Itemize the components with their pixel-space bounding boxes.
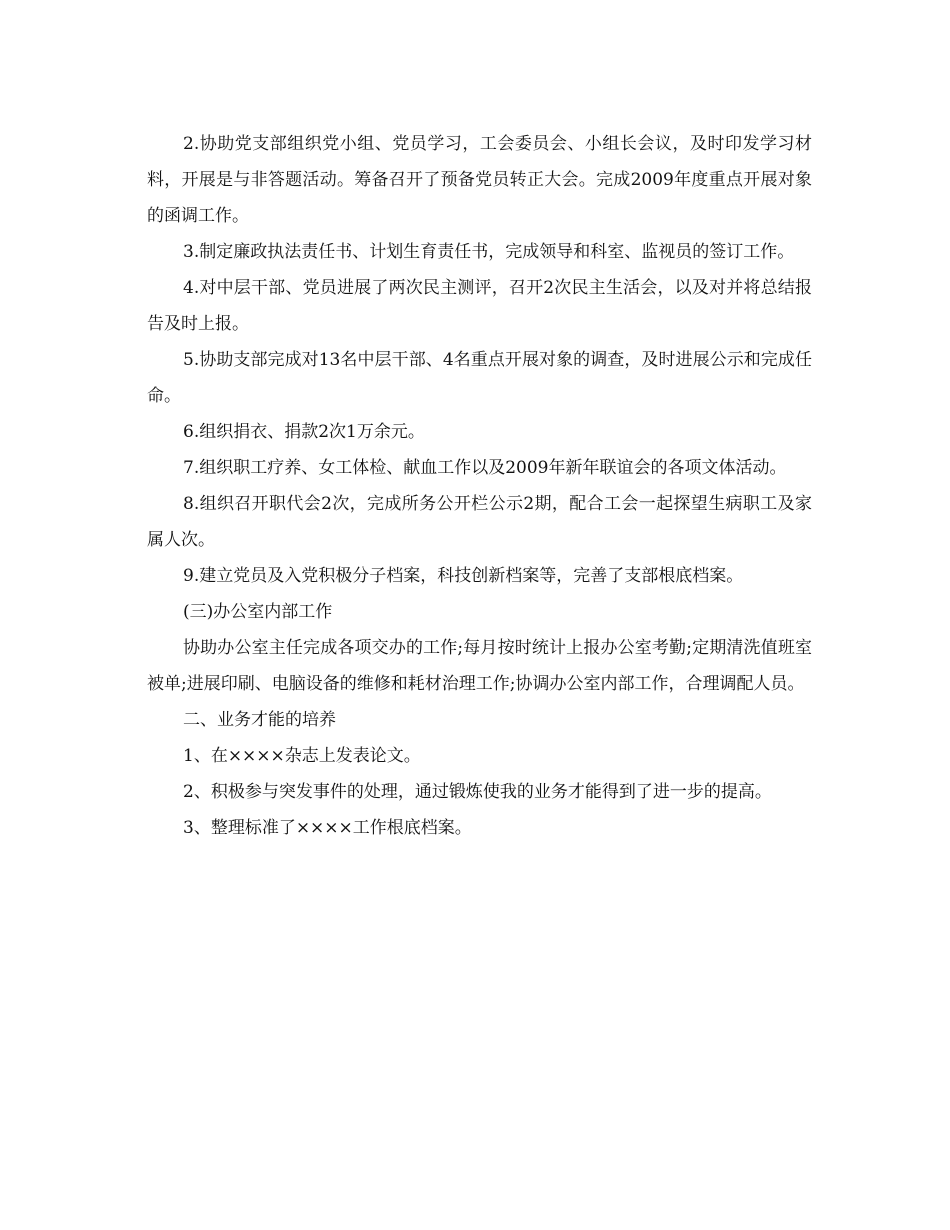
section-heading-office-work: (三)办公室内部工作	[183, 602, 333, 622]
paragraph-donations: 6.组织捐衣、捐款2次1万余元。	[183, 422, 425, 442]
paragraph-skill-1: 1、在××××杂志上发表论文。	[183, 746, 421, 766]
paragraph-cadre-investigation: 5.协助支部完成对13名中层干部、4名重点开展对象的调查，及时进展公示和完成任命。	[147, 350, 812, 406]
paragraph-staff-activities: 7.组织职工疗养、女工体检、献血工作以及2009年新年联谊会的各项文体活动。	[183, 458, 787, 478]
paragraph-staff-congress: 8.组织召开职代会2次，完成所务公开栏公示2期，配合工会一起探望生病职工及家属人次。	[147, 494, 812, 550]
paragraph-skill-3: 3、整理标准了××××工作根底档案。	[183, 818, 472, 838]
paragraph-party-study: 2.协助党支部组织党小组、党员学习，工会委员会、小组长会议，及时印发学习材料，开展是与非答题活动。筹备召开了预备党员转正大会。完成2009年度重点开展对象的函调工作。	[147, 134, 812, 226]
paragraph-democratic-evaluation: 4.对中层干部、党员进展了两次民主测评，召开2次民主生活会，以及对并将总结报告及时上报。	[147, 278, 812, 334]
paragraph-skill-2: 2、积极参与突发事件的处理，通过锻炼使我的业务才能得到了进一步的提高。	[183, 782, 772, 802]
paragraph-responsibility-letters: 3.制定廉政执法责任书、计划生育责任书，完成领导和科室、监视员的签订工作。	[183, 242, 795, 262]
document-body	[147, 126, 812, 846]
paragraph-archives: 9.建立党员及入党积极分子档案，科技创新档案等，完善了支部根底档案。	[183, 566, 744, 586]
section-heading-skills: 二、业务才能的培养	[183, 710, 336, 730]
paragraph-office-work: 协助办公室主任完成各项交办的工作;每月按时统计上报办公室考勤;定期清洗值班室被单;进展印刷、电脑设备的维修和耗材治理工作;协调办公室内部工作，合理调配人员。	[147, 638, 812, 694]
